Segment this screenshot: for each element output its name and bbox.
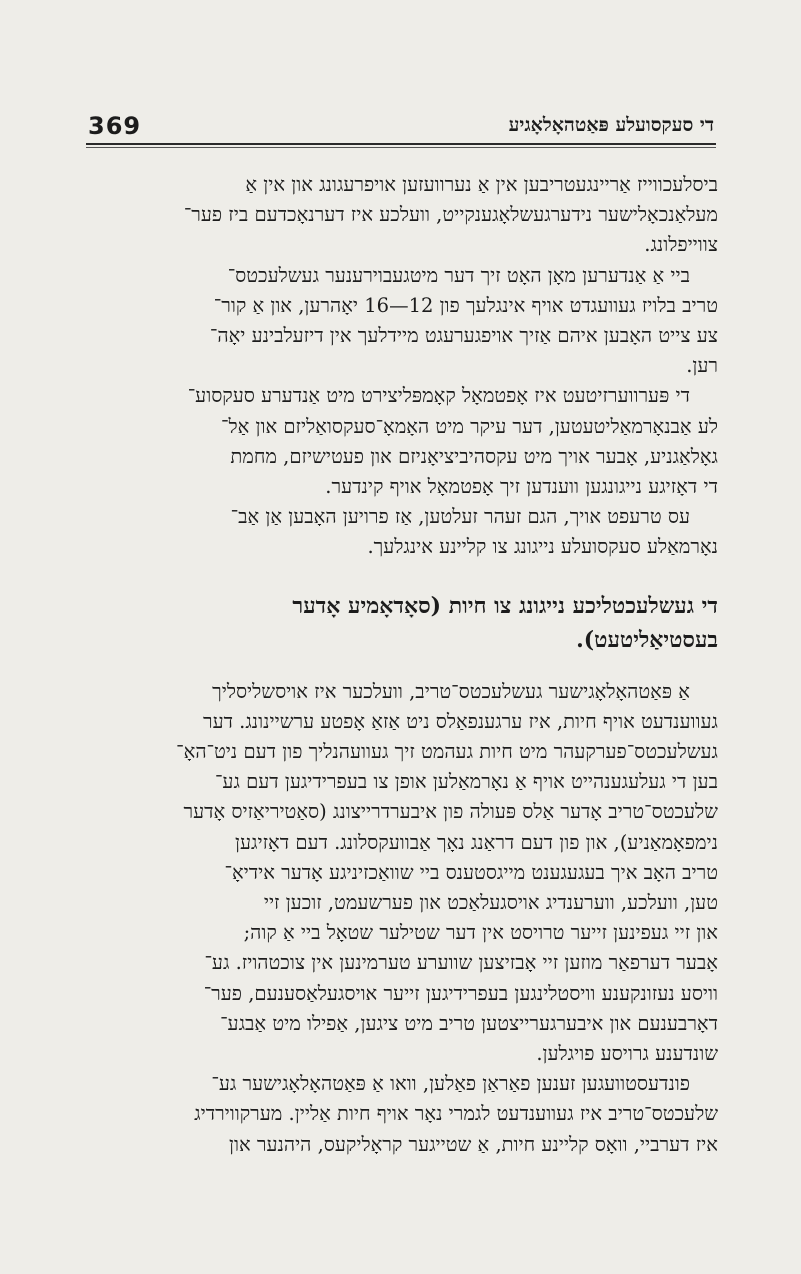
section-title xyxy=(84,589,718,657)
text-line: נאָרמאַלע סעקסועלע נייגונג צו קליינע אינגלעך. xyxy=(367,535,718,559)
text-line: דאָרבענעם און איבערגערייצטען טריב מיט ציגען, אַפילו מיט אַבגע־ xyxy=(220,1011,718,1035)
page-header xyxy=(88,112,714,142)
section-title-line: די געשלעכטליכע נייגונג צו חיות (סאָדאָמיע אָדער xyxy=(292,592,718,619)
text-line: שלעכטס־טריב אָדער אַלס פּעולה פון איבערדרייצונג (סאַטיריאַזיס אָדער xyxy=(183,800,718,824)
body-text xyxy=(84,170,718,1160)
text-line: טריב האָב איך בעגעגענט מייגסטענס ביי שוואַכזיניגע אָדער אידיאָ־ xyxy=(224,860,718,884)
text-line: וויסע נעזונקענע וויסטלינגען בעפרידיגען זייער אויסגעלאַסענעם, פער־ xyxy=(203,981,718,1005)
text-line: פונדעסטוועגען זענען פאַראַן פאַלען, וואו אַ פּאַטהאָלאָגישער גע־ xyxy=(211,1072,690,1096)
text-line: טען, וועלכע, ווערענדיג אויסגעלאַכט און פערשעמט, זוכען זיי xyxy=(263,891,718,915)
text-line: עס טרעפט אויך, הגם זעהר זעלטען, אַז פרויען האָבען אַן אַב־ xyxy=(230,505,690,529)
text-line: מעלאַנכאָלישער נידערגעשלאָגענקייט, וועלכע איז דערנאָכדעם ביז פער־ xyxy=(183,203,718,227)
text-line: שונדענע גרויסע פויגלען. xyxy=(536,1042,718,1066)
section-title-line: בעסטיאַליטעט). xyxy=(576,626,718,653)
text-line: שלעכטס־טריב איז געווענדעט לגמרי נאָר אויף חיות אַליין. מערקווירדיג xyxy=(194,1102,718,1126)
text-line: ביסלעכווייז אַריינגעטריבען אין אַ נערוועזען אויפרעגונג און אין אַ xyxy=(245,173,718,196)
paragraph xyxy=(84,677,718,1070)
text-line: די דאָזיגע נייגונגען ווענדען זיך אָפטמאָל אויף קינדער. xyxy=(325,475,718,499)
text-line: איז דערביי, וואָס קליינע חיות, אַ שטייגער קראָליקעס, היהנער און xyxy=(229,1132,718,1156)
text-line: לע אַבנאָרמאַליטעטען, דער עיקר מיט האָמאָ־סעקסואַליזם און אַל־ xyxy=(221,414,718,438)
paragraph xyxy=(84,261,718,382)
text-line: די פּערווערזיטעט איז אָפטמאָל קאָמפּליצירט מיט אַנדערע סעקסוע־ xyxy=(187,384,690,408)
text-line: נימפאָמאַניע), און פון דעם דראַנג נאָך אַבוועקסלונג. דעם דאָזיגען xyxy=(235,830,718,854)
paragraph xyxy=(84,1069,718,1160)
text-line: ביי אַ אַנדערען מאָן האָט זיך דער מיטגעבוירענער געשלעכטס־ xyxy=(227,263,690,287)
text-line: רען. xyxy=(686,354,718,378)
text-line: גאָלאַגניע, אָבער אויך מיט עקסהיביציאָניזם און פעטישיזם, מחמת xyxy=(230,444,718,468)
header-rule xyxy=(86,143,716,145)
text-line: טריב בלויז געוועגדט אויף אינגלעך פון 12—16 יאָהרען, און אַ קור־ xyxy=(213,293,718,317)
text-line: געווענדעט אויף חיות, איז ערגענפאַלס ניט אַזאַ אָפטע ערשיינונג. דער xyxy=(202,709,718,733)
header-rule-thin xyxy=(86,147,716,148)
text-line: צע צייט האָבען איהם אַזיך אויפגערעגט מיידלעך אין דיזעלבינע יאָה־ xyxy=(209,324,718,348)
page-number: 369 xyxy=(88,112,142,140)
running-head: די סעקסועלע פּאַטהאָלאָגיע xyxy=(508,114,714,136)
paragraph xyxy=(84,502,718,562)
text-line: בען די געלעגענהייט אויף אַ נאָרמאַלען אופן צו בעפרידיגען דעם גע־ xyxy=(214,770,718,794)
text-line: און זיי געפינען זייער טרויסט אין דער שטילער שטאָל ביי אַ קוה; xyxy=(243,921,718,945)
paragraph xyxy=(84,381,718,502)
text-line: געשלעכטס־פערקעהר מיט חיות געהמט זיך געוועהנליך פון דעם ניט־האָ־ xyxy=(176,740,718,764)
paragraph xyxy=(84,170,718,261)
text-line: אָבער דערפאַר מוזען זיי אָבזיצען שווערע טערמינען אין צוכטהויז. גע־ xyxy=(204,951,718,975)
text-line: אַ פּאַטהאָלאָגישער געשלעכטס־טריב, וועלכער איז אויסשליסליך xyxy=(212,679,690,703)
text-line: צווייפלונג. xyxy=(644,233,718,257)
